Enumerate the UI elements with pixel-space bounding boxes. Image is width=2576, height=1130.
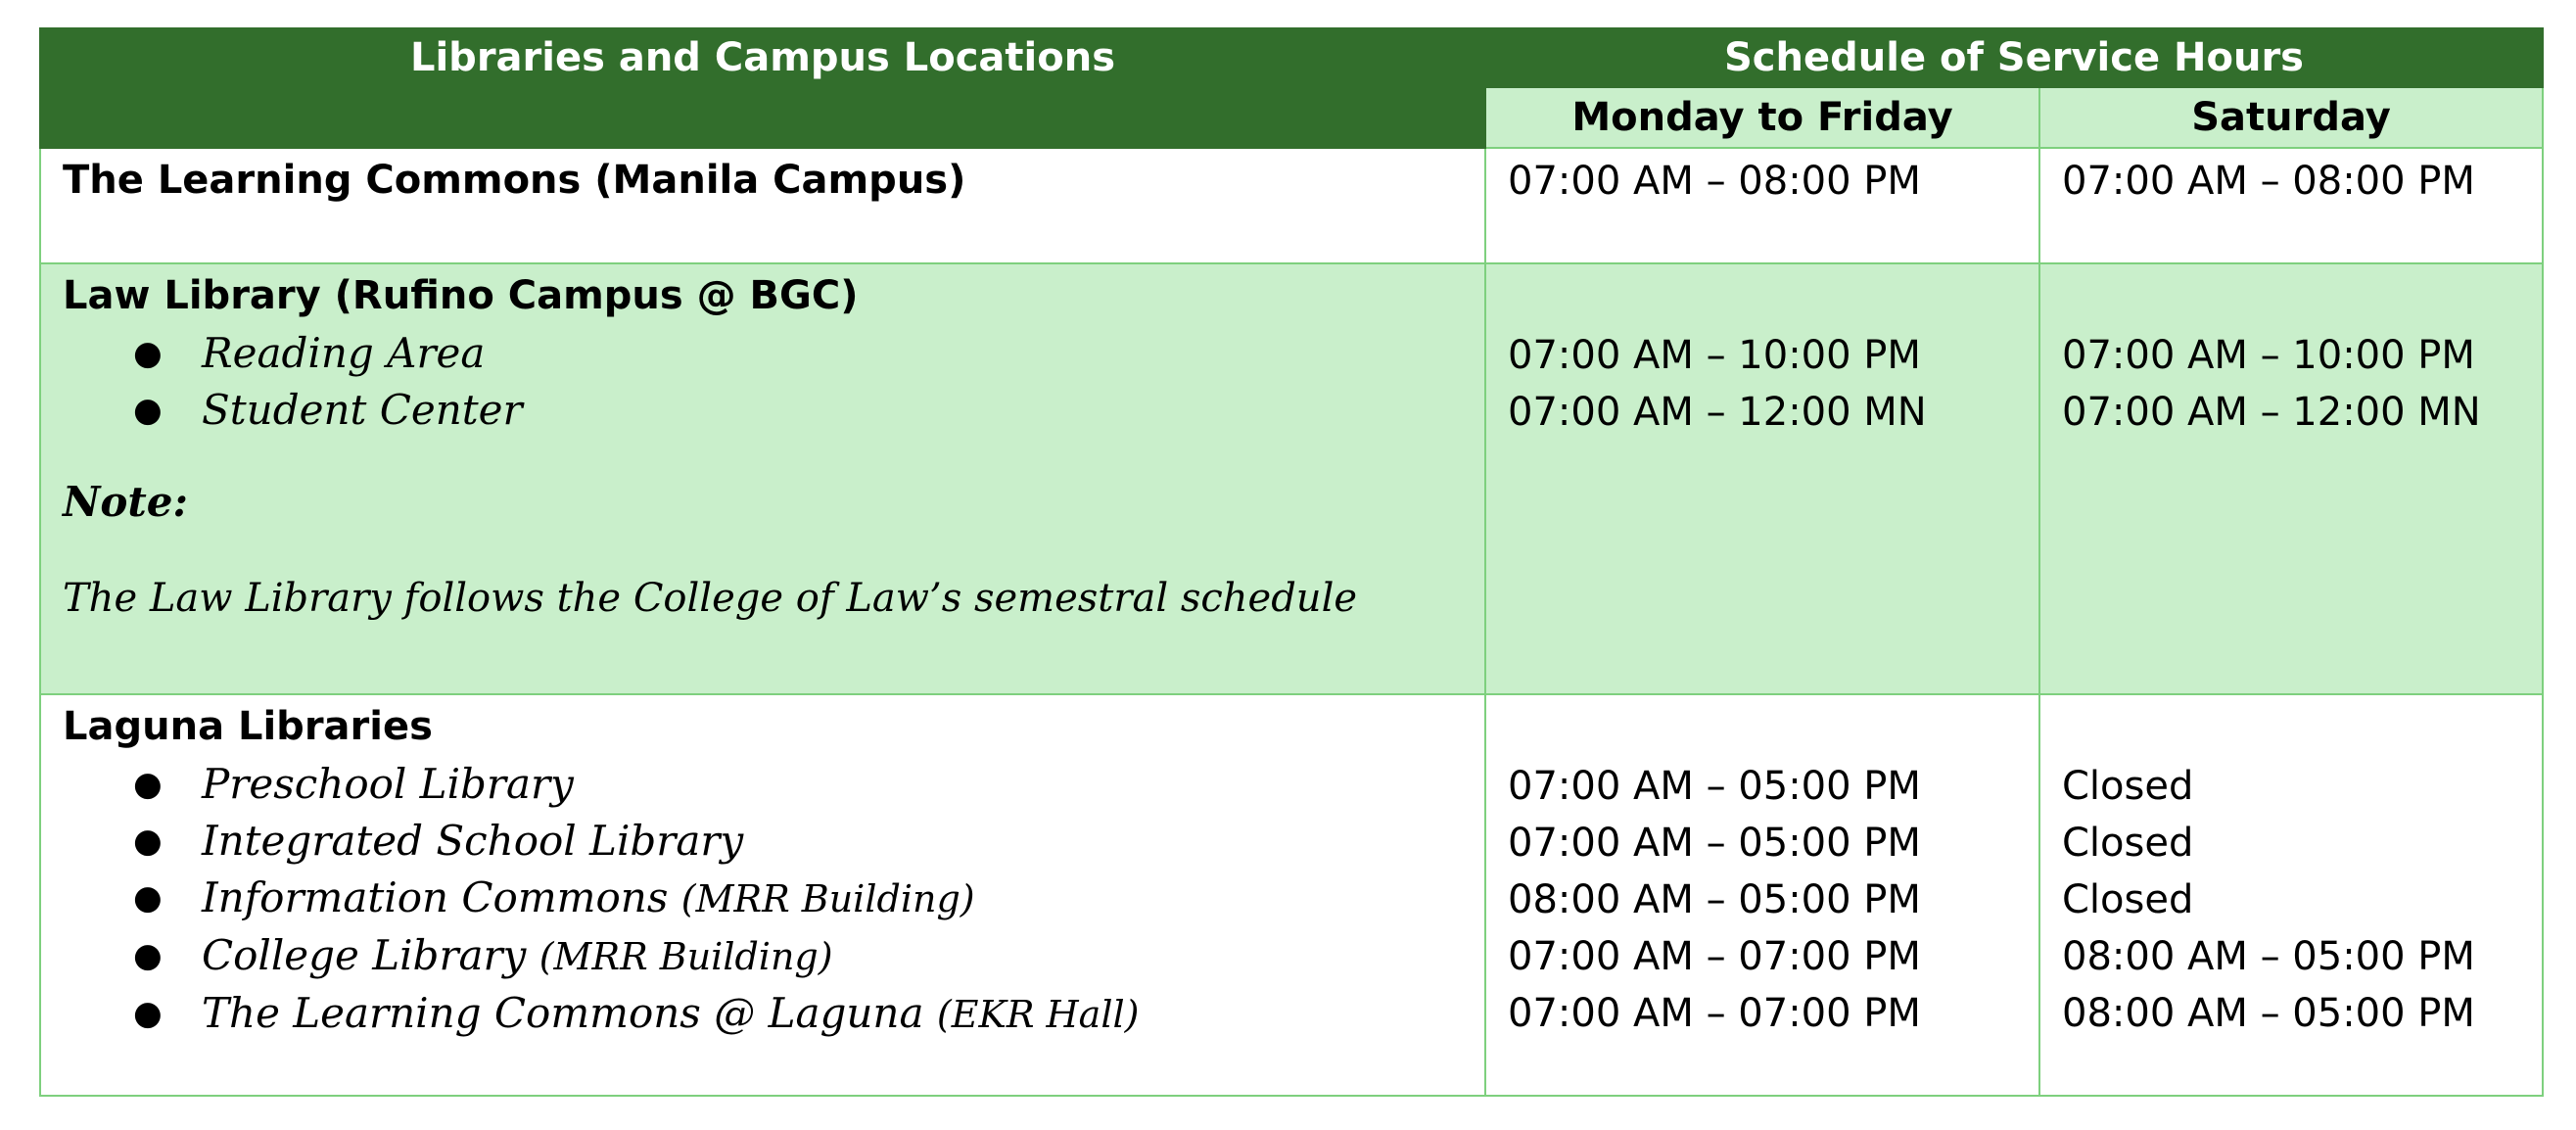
location-cell xyxy=(40,263,1485,694)
location-title: Law Library (Rufino Campus @ BGC) xyxy=(63,273,859,318)
bullet-icon: ● xyxy=(133,765,163,804)
building-note: (MRR Building) xyxy=(680,877,975,920)
sub-location-name: Student Center xyxy=(202,386,523,434)
table-row xyxy=(40,694,2543,1096)
hours-value: 07:00 AM – 05:00 PM xyxy=(1508,764,1921,809)
saturday-hours-cell xyxy=(2039,263,2543,694)
hours-value: 07:00 AM – 12:00 MN xyxy=(1508,390,1927,435)
hours-value: 08:00 AM – 05:00 PM xyxy=(1508,877,1921,922)
schedule-table-container xyxy=(39,27,2542,1097)
hours-value: Closed xyxy=(2062,877,2194,922)
list-item xyxy=(133,325,1484,382)
header-locations-spacer xyxy=(40,87,1485,148)
location-cell xyxy=(40,694,1485,1096)
saturday-hours-cell xyxy=(2039,694,2543,1096)
location-cell xyxy=(40,148,1485,263)
sub-location-list xyxy=(63,325,1484,439)
sub-location-name: College Library xyxy=(202,931,527,979)
list-item xyxy=(133,756,1484,813)
sub-location-name: Integrated School Library xyxy=(202,817,744,865)
bullet-icon: ● xyxy=(133,391,163,430)
building-note: (MRR Building) xyxy=(539,935,833,978)
subheader-saturday: Saturday xyxy=(2039,87,2543,148)
list-item xyxy=(133,985,1484,1043)
weekday-hours-cell xyxy=(1485,148,2039,263)
hours-value: 07:00 AM – 08:00 PM xyxy=(1508,159,1921,204)
note-label: Note: xyxy=(63,478,189,526)
bullet-icon: ● xyxy=(133,878,163,918)
hours-value: Closed xyxy=(2062,821,2194,866)
header-locations: Libraries and Campus Locations xyxy=(40,28,1485,87)
list-item xyxy=(133,382,1484,439)
sub-location-name: Preschool Library xyxy=(202,760,574,808)
note-text: The Law Library follows the College of Law’s semestral schedule xyxy=(63,576,1358,621)
location-title: Laguna Libraries xyxy=(63,704,433,749)
sub-location-name: The Learning Commons @ Laguna xyxy=(202,989,924,1037)
hours-value: 07:00 AM – 07:00 PM xyxy=(1508,991,1921,1036)
hours-value: 07:00 AM – 10:00 PM xyxy=(1508,333,1921,378)
table-row xyxy=(40,148,2543,263)
sub-location-name: Reading Area xyxy=(202,329,486,377)
weekday-hours-cell xyxy=(1485,694,2039,1096)
building-note: (EKR Hall) xyxy=(936,993,1140,1036)
hours-value: 07:00 AM – 10:00 PM xyxy=(2062,333,2475,378)
sub-location-name: Information Commons xyxy=(202,873,669,921)
hours-value: 07:00 AM – 05:00 PM xyxy=(1508,821,1921,866)
hours-value: 07:00 AM – 12:00 MN xyxy=(2062,390,2481,435)
hours-value: 07:00 AM – 08:00 PM xyxy=(2062,159,2475,204)
hours-value: 08:00 AM – 05:00 PM xyxy=(2062,934,2475,979)
hours-value: 08:00 AM – 05:00 PM xyxy=(2062,991,2475,1036)
list-item xyxy=(133,813,1484,870)
bullet-icon: ● xyxy=(133,334,163,373)
weekday-hours-cell xyxy=(1485,263,2039,694)
list-item xyxy=(133,870,1484,927)
bullet-icon: ● xyxy=(133,994,163,1033)
location-title: The Learning Commons (Manila Campus) xyxy=(63,158,966,203)
saturday-hours-cell xyxy=(2039,148,2543,263)
subheader-weekday: Monday to Friday xyxy=(1485,87,2039,148)
table-row xyxy=(40,263,2543,694)
header-schedule: Schedule of Service Hours xyxy=(1485,28,2543,87)
bullet-icon: ● xyxy=(133,936,163,975)
library-hours-table xyxy=(39,27,2544,1097)
hours-value: 07:00 AM – 07:00 PM xyxy=(1508,934,1921,979)
bullet-icon: ● xyxy=(133,822,163,861)
hours-value: Closed xyxy=(2062,764,2194,809)
sub-location-list xyxy=(63,756,1484,1043)
list-item xyxy=(133,927,1484,985)
